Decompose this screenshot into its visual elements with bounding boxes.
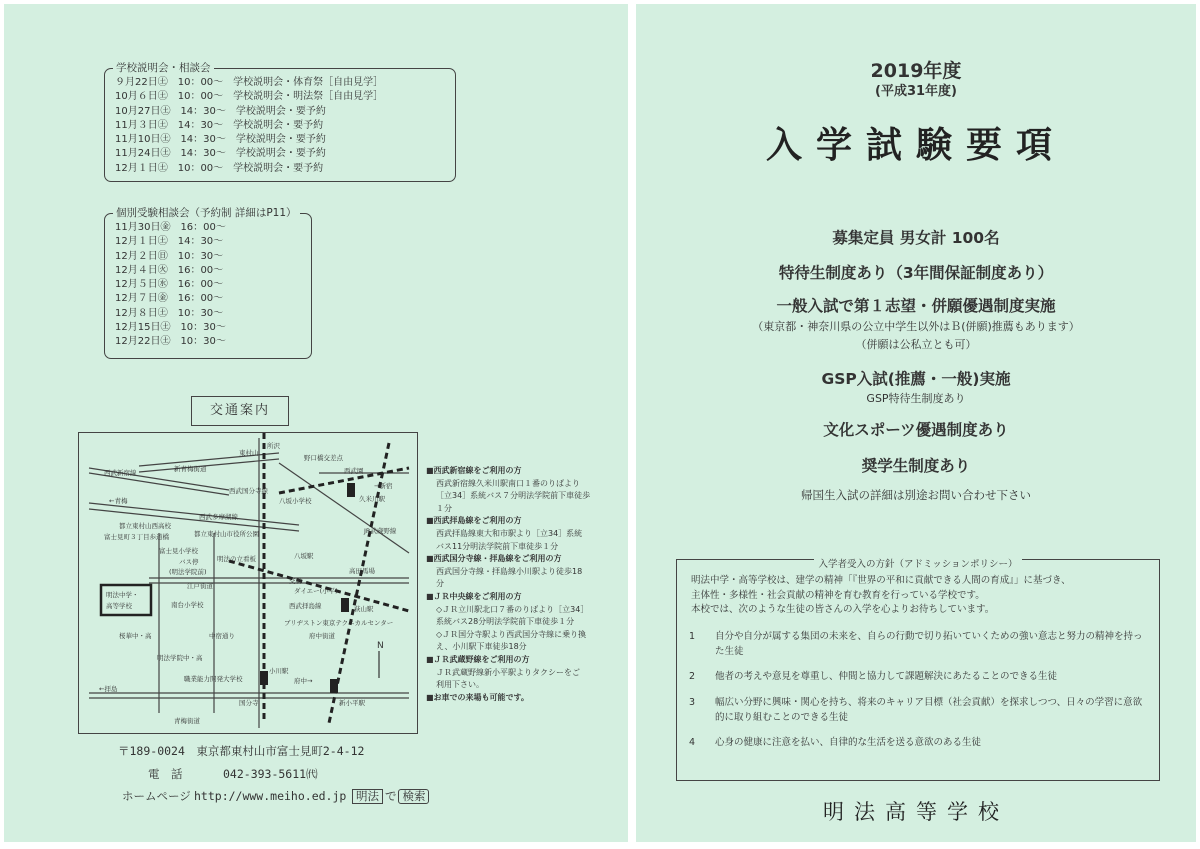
- phone-number: 042-393-5611㈹: [223, 767, 318, 781]
- svg-text:府中街道: 府中街道: [309, 632, 335, 640]
- svg-text:所沢: 所沢: [267, 442, 280, 450]
- svg-text:交番: 交番: [289, 577, 302, 585]
- svg-text:高田馬場: 高田馬場: [349, 567, 375, 575]
- svg-text:東村山: 東村山: [239, 449, 259, 457]
- main-title: 入学試験要項: [765, 125, 1066, 166]
- schedule-row: 11月３日㊏ 14：30～ 学校説明会・要予約: [115, 119, 324, 131]
- access-heading: ■ＪＲ中央線をご利用の方: [426, 591, 522, 601]
- schedule-row: 11月10日㊏ 14：30～ 学校説明会・要予約: [115, 134, 326, 146]
- gsp: GSP入試(推薦・一般)実施: [821, 370, 1011, 388]
- schedule-row: 12月15日㊏ 10：30～: [115, 322, 226, 334]
- admission-policy: 入学者受入の方針（アドミッションポリシー） 明法中学・高等学校は、建学の精神「『世界の平和に貢献できる人間の育成』」に基づき、 主体性・多様性・社会貢献の精神を育む教育を行っている学校です。 本校では、次のような生徒の皆さんの入学を心よりお待ちしています。 1 自分や自分が属する集団の未来を、自らの行動で切り拓いていくための強い意志と努力の精神を持った生徒 2 他者の考えや意見を尊重し、仲間と協力して課題解決にあたることのできる生徒 3 幅広い分野に興味・関心を持ち、将来のキャリア目標（社会貢献）を探求しつつ、日々の学習に意欲的に取り組むことのできる生徒 4 心身の健康に注意を払い、自律的な生活を送る意欲のある生徒: [676, 559, 1160, 781]
- access-heading: ■ＪＲ武蔵野線をご利用の方: [426, 654, 530, 664]
- svg-text:江戸街道: 江戸街道: [187, 582, 213, 590]
- station-shin-kodaira: [330, 679, 338, 693]
- schedule-row: 12月２日㊐ 10：30～: [115, 250, 224, 262]
- svg-text:南台小学校: 南台小学校: [171, 601, 204, 609]
- search-keyword: 明法: [352, 789, 383, 804]
- svg-text:八坂小学校: 八坂小学校: [279, 497, 312, 505]
- ippan: 一般入試で第１志望・併願優遇制度実施: [776, 297, 1056, 315]
- briefing-title: 学校説明会・相談会: [113, 60, 214, 75]
- station-ogawa: [260, 671, 268, 685]
- access-line: バス11分明法学院前下車徒歩１分: [436, 541, 559, 551]
- schedule-row: 11月24日㊏ 14：30～ 学校説明会・要予約: [115, 148, 326, 160]
- svg-text:JR武蔵野線: JR武蔵野線: [364, 527, 397, 535]
- map-school-label: 明法中学・: [106, 591, 139, 599]
- schedule-row: 12月１日㊏ 10：00～ 学校説明会・要予約: [115, 162, 324, 174]
- svg-text:高等学校: 高等学校: [106, 602, 132, 610]
- tokutai: 特待生制度あり（3年間保証制度あり）: [778, 264, 1054, 282]
- schedule-row: ９月22日㊏ 10：00～ 学校説明会・体育祭［自由見学］: [115, 77, 384, 88]
- schedule-row: 12月22日㊏ 10：30～: [115, 336, 226, 348]
- access-instructions: [426, 465, 616, 704]
- svg-text:富士見町３丁目歩道橋: 富士見町３丁目歩道橋: [104, 533, 169, 541]
- access-title: 交通案内: [191, 396, 289, 426]
- access-line: ＪＲ武蔵野線新小平駅よりタクシーをご: [436, 667, 580, 677]
- policy-title: 入学者受入の方針（アドミッションポリシー）: [814, 559, 1021, 570]
- access-heading: ■お車での来場も可能です。: [426, 692, 529, 702]
- map-label-seibu-shinjuku: 西武新宿線: [104, 469, 137, 477]
- svg-text:ダイエー(小平): ダイエー(小平): [294, 587, 338, 595]
- access-line: ◇ＪＲ国分寺駅より西武国分寺線に乗り換: [436, 629, 587, 639]
- schedule-row: 12月５日㊌ 16：00～: [115, 279, 224, 291]
- schedule-row: 11月30日㊎ 16：00～: [115, 222, 226, 233]
- svg-text:都立東村山市役所公園: 都立東村山市役所公園: [194, 530, 259, 538]
- station-kumegawa: [347, 483, 355, 497]
- svg-text:萩山駅: 萩山駅: [354, 605, 374, 613]
- phone-line: 電 話 042-393-5611㈹: [148, 767, 318, 781]
- homepage-line: ホームページ http://www.meiho.ed.jp 明法 で 検索: [122, 788, 431, 804]
- consult-title: 個別受験相談会（予約制 詳細はP11）: [113, 205, 300, 220]
- schedule-row: 10月27日㊏ 14：30～ 学校説明会・要予約: [115, 105, 326, 117]
- gsp-note: GSP特待生制度あり: [866, 392, 966, 405]
- svg-text:明法の立看板: 明法の立看板: [217, 555, 256, 563]
- svg-text:中宿通り: 中宿通り: [209, 632, 235, 640]
- svg-text:ブリヂストン東京テクニカルセンター: ブリヂストン東京テクニカルセンター: [284, 619, 394, 627]
- svg-text:明法学院中・高: 明法学院中・高: [157, 654, 203, 662]
- school-marker: [101, 585, 151, 615]
- north-arrow: N: [377, 641, 384, 651]
- svg-text:西武国分寺線: 西武国分寺線: [229, 487, 268, 495]
- svg-text:西武拝島線: 西武拝島線: [289, 602, 322, 610]
- schedule-row: 12月４日㊋ 16：00～: [115, 264, 224, 276]
- access-line: 西武拝島線東大和市駅より［立34］系統: [436, 528, 583, 538]
- year-title: 2019年度: [870, 60, 962, 82]
- access-map: [78, 432, 418, 734]
- station-hagiyama: [341, 598, 349, 612]
- era-title: (平成31年度): [875, 84, 957, 99]
- svg-text:府中→: 府中→: [294, 677, 313, 685]
- postal-address: 〒189-0024 東京都東村山市富士見町2-4-12: [118, 744, 365, 758]
- bunka: 文化スポーツ優遇制度あり: [823, 421, 1009, 439]
- right-page: [636, 4, 1196, 842]
- svg-text:新青梅街道: 新青梅街道: [174, 465, 207, 473]
- svg-text:桜華中・高: 桜華中・高: [119, 632, 152, 640]
- consult-box: [104, 207, 312, 359]
- svg-text:久米川駅: 久米川駅: [359, 495, 385, 503]
- schedule-row: 12月１日㊏ 14：30～: [115, 236, 224, 248]
- school-name: 明法高等学校: [823, 800, 1009, 824]
- access-line: え、小川駅下車徒歩18分: [436, 642, 527, 652]
- svg-text:国分寺: 国分寺: [239, 699, 259, 707]
- access-line: ◇ＪＲ立川駅北口７番のりばより［立34］: [436, 604, 589, 614]
- access-line: 西武国分寺線・拝島線小川駅より徒歩18: [436, 566, 583, 576]
- svg-text:西武園: 西武園: [344, 467, 364, 475]
- svg-text:富士見小学校: 富士見小学校: [159, 547, 198, 555]
- briefing-box: [104, 62, 456, 182]
- ippan-note1: （東京都・神奈川県の公立中学生以外はＢ(併願)推薦もあります）: [752, 320, 1080, 333]
- kikoku: 帰国生入試の詳細は別途お問い合わせ下さい: [801, 488, 1031, 502]
- schedule-row: 12月７日㊎ 16：00～: [115, 293, 224, 305]
- svg-text:職業能力開発大学校: 職業能力開発大学校: [184, 675, 243, 683]
- svg-text:青梅街道: 青梅街道: [174, 717, 200, 725]
- access-line: 西武新宿線久米川駅南口１番のりばより: [436, 478, 580, 488]
- svg-text:←拝島: ←拝島: [99, 685, 118, 693]
- access-line: 系統バス28分明法学院前下車徒歩１分: [436, 617, 575, 627]
- shogaku: 奨学生制度あり: [861, 457, 971, 475]
- ippan-note2: （併願は公私立とも可）: [855, 338, 977, 351]
- schedule-row: 12月８日㊏ 10：30～: [115, 307, 224, 319]
- access-line: 利用下さい。: [436, 680, 484, 690]
- access-line: ［立34］系統バス７分明法学院前下車徒歩: [436, 491, 591, 501]
- capacity: 募集定員 男女計 100名: [832, 229, 1000, 247]
- map-svg: [79, 433, 417, 733]
- page-fold: [628, 0, 636, 849]
- svg-text:野口橋交差点: 野口橋交差点: [304, 454, 343, 462]
- schedule-row: 10月６日㊏ 10：00～ 学校説明会・明法祭［自由見学］: [115, 91, 384, 103]
- svg-text:八坂駅: 八坂駅: [294, 552, 314, 560]
- access-line: 分: [436, 579, 444, 589]
- svg-text:都立東村山西高校: 都立東村山西高校: [119, 522, 171, 530]
- access-heading: ■西武新宿線をご利用の方: [426, 466, 522, 475]
- search-button: 検索: [398, 789, 429, 804]
- briefing-rows: [115, 76, 383, 176]
- svg-text:←青梅: ←青梅: [109, 497, 128, 505]
- svg-text:バス停: バス停: [179, 558, 199, 566]
- svg-text:(明法学院前): (明法学院前): [169, 568, 207, 576]
- access-line: １分: [436, 503, 452, 513]
- svg-text:→新宿: →新宿: [374, 482, 393, 490]
- svg-text:小川駅: 小川駅: [269, 667, 289, 675]
- svg-text:新小平駅: 新小平駅: [339, 699, 365, 707]
- left-page: [4, 4, 628, 842]
- access-heading: ■西武拝島線をご利用の方: [426, 516, 522, 526]
- access-heading: ■西武国分寺線・拝島線をご利用の方: [426, 554, 562, 564]
- svg-text:西武多摩湖線: 西武多摩湖線: [199, 513, 238, 521]
- homepage-url[interactable]: http://www.meiho.ed.jp: [194, 789, 347, 803]
- consult-rows: [115, 221, 226, 350]
